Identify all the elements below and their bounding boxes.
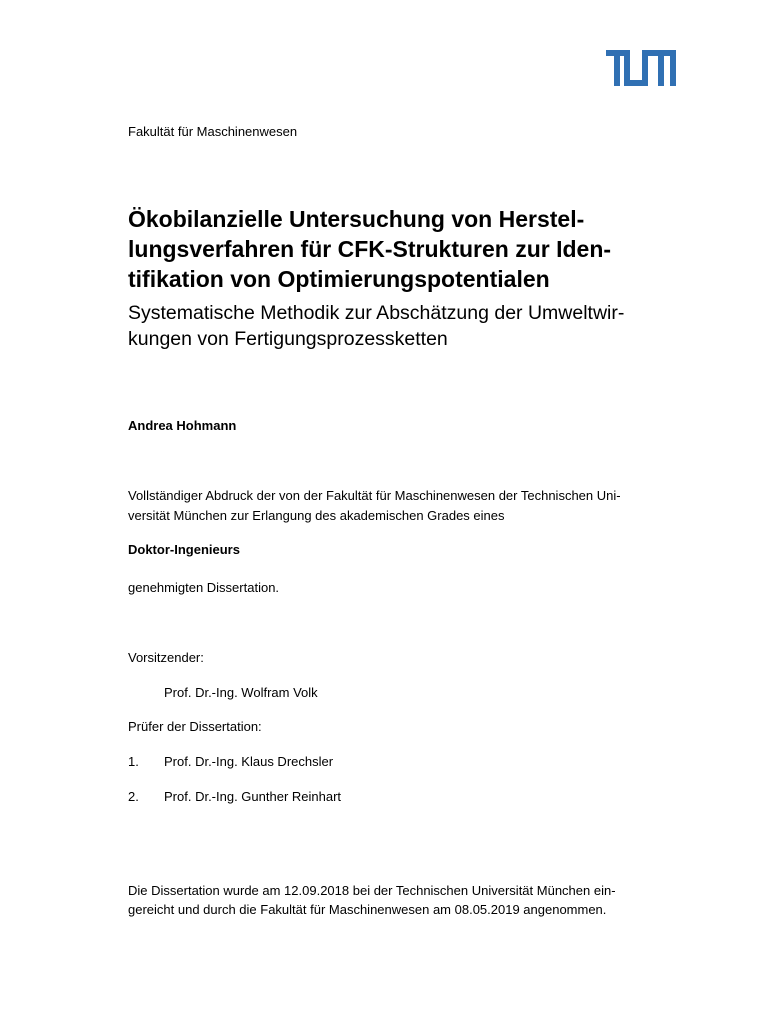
closing-statement <box>128 881 616 919</box>
thesis-title-line: lungsverfahren für CFK-Strukturen zur Iden- <box>128 236 612 262</box>
submission-line: Vollständiger Abdruck der von der Fakultät für Maschinenwesen der Technischen Uni- <box>128 488 621 503</box>
author-name: Andrea Hohmann <box>128 418 237 433</box>
examiner-number: 2. <box>128 789 139 804</box>
tum-logo-shape <box>606 50 676 86</box>
thesis-title <box>128 204 611 294</box>
thesis-subtitle <box>128 300 624 352</box>
thesis-title-line: Ökobilanzielle Untersuchung von Herstel- <box>128 206 585 232</box>
tum-logo <box>606 50 676 86</box>
faculty-name: Fakultät für Maschinenwesen <box>128 124 298 139</box>
thesis-subtitle-line: kungen von Fertigungsprozessketten <box>128 328 448 350</box>
chair-label: Vorsitzender: <box>128 650 204 665</box>
examiner-name: Prof. Dr.-Ing. Gunther Reinhart <box>164 789 342 804</box>
approved-dissertation: genehmigten Dissertation. <box>128 580 280 595</box>
closing-line: gereicht und durch die Fakultät für Maschinenwesen am 08.05.2019 angenommen. <box>128 902 607 917</box>
chair-name: Prof. Dr.-Ing. Wolfram Volk <box>164 685 318 700</box>
thesis-subtitle-line: Systematische Methodik zur Abschätzung der Umweltwir- <box>128 302 625 324</box>
thesis-title-line: tifikation von Optimierungspotentialen <box>128 266 550 292</box>
submission-line: versität München zur Erlangung des akademischen Grades eines <box>128 508 505 523</box>
examiner-number: 1. <box>128 754 139 769</box>
degree-title: Doktor-Ingenieurs <box>128 542 240 557</box>
examiner-name: Prof. Dr.-Ing. Klaus Drechsler <box>164 754 334 769</box>
examiners-label: Prüfer der Dissertation: <box>128 719 262 734</box>
closing-line: Die Dissertation wurde am 12.09.2018 bei der Technischen Universität München ein- <box>128 883 616 898</box>
submission-statement <box>128 486 621 526</box>
